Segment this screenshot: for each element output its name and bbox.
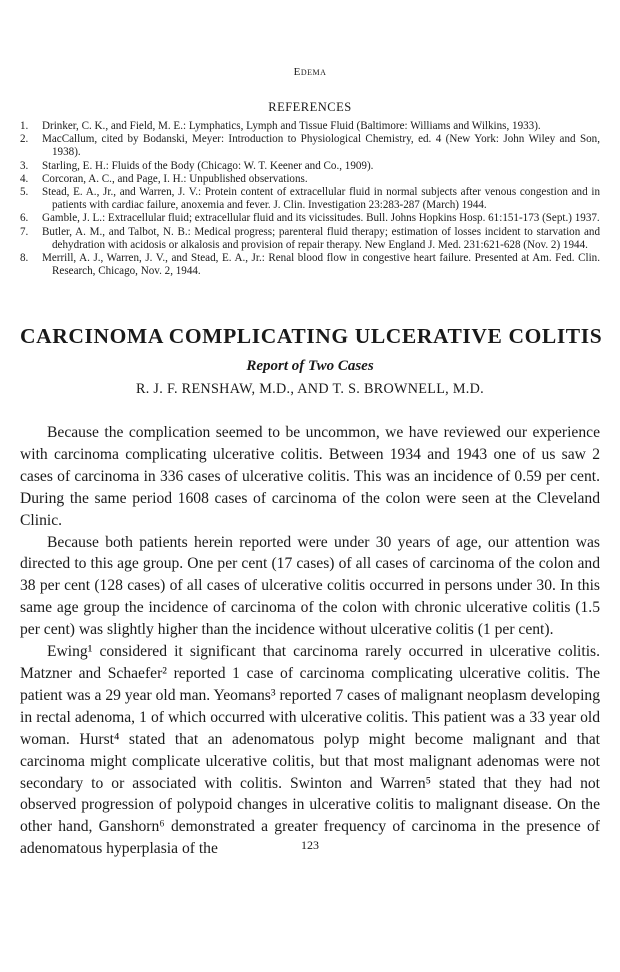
body-paragraph: Because both patients herein reported were under 30 years of age, our attention was directed to this age group. One per cent (17 cases) of all cases of carcinoma of the colon and 38 per cent (128 cases) of all cases of ulcerative colitis occurred in persons under 30. In this same age group the incidence of carcinoma of the colon with chronic ulcerative colitis (1.5 per cent) was slightly higher than the incidence without ulcerative colitis (1 per cent). (20, 533, 600, 639)
body-paragraph: Ewing¹ considered it significant that carcinoma rarely occurred in ulcerative colitis. Matzner and Schaefer² reported 1 case of carcinoma complicating ulcerative colitis. The patient was a 29 year old man. Yeomans³ reported 7 cases of malignant neoplasm developing in rectal adenoma, 1 of which occurred with ulcerative colitis. This patient was a 33 year old woman. Hurst⁴ stated that an adenomatous polyp might become malignant and that carcinoma might complicate ulcerative colitis, but that most malignant adenomas were not secondary to or associated with colitis. Swinton and Warren⁵ stated that they had not observed progression of polypoid changes in ulcerative colitis to malignant disease. On the other hand, Ganshorn⁶ demonstrated a greater frequency of carcinoma in the presence of adenomatous hyperplasia of the (20, 643, 600, 858)
reference-item: 8. Merrill, A. J., Warren, J. V., and Stead, E. A., Jr.: Renal blood flow in congestive heart failure. Presented at Am. Fed. Clin. Research, Chicago, Nov. 2, 1944. (20, 252, 600, 278)
reference-item: 6. Gamble, J. L.: Extracellular fluid; extracellular fluid and its vicissitudes. Bull. Johns Hopkins Hosp. 61:151-173 (Sept.) 1937. (20, 212, 600, 225)
article-body (20, 422, 600, 860)
reference-item: 3. Starling, E. H.: Fluids of the Body (Chicago: W. T. Keener and Co., 1909). (20, 159, 374, 172)
references-list (20, 120, 600, 278)
reference-item: 5. Stead, E. A., Jr., and Warren, J. V.: Protein content of extracellular fluid in normal subjects after venous congestion and in patients with cardiac failure, anoxemia and fever. J. Clin. Investigation 23:283-287 (March) 1944. (20, 186, 600, 212)
reference-item: 1. Drinker, C. K., and Field, M. E.: Lymphatics, Lymph and Tissue Fluid (Baltimore: Williams and Wilkins, 1933). (20, 120, 541, 132)
article-authors: R. J. F. RENSHAW, M.D., AND T. S. BROWNELL, M.D. (135, 381, 485, 397)
article-subtitle: Report of Two Cases (246, 358, 374, 374)
reference-item: 2. MacCallum, cited by Bodanski, Meyer: Introduction to Physiological Chemistry, ed. 4 (New York: John Wiley and Son, 1938). (20, 133, 600, 159)
reference-item: 4. Corcoran, A. C., and Page, I. H.: Unpublished observations. (20, 172, 308, 185)
body-paragraph: Because the complication seemed to be uncommon, we have reviewed our experience with carcinoma complicating ulcerative colitis. Between 1934 and 1943 one of us saw 2 cases of carcinoma in 336 cases of ulcerative colitis. This was an incidence of 0.59 per cent. During the same period 1608 cases of carcinoma of the colon were seen at the Cleveland Clinic. (20, 424, 600, 529)
page-number: 123 (301, 838, 319, 852)
reference-item: 7. Butler, A. M., and Talbot, N. B.: Medical progress; parenteral fluid therapy; estimation of losses incident to starvation and dehydration with acidosis or alkalosis and provision of repair therapy. New England J. Med. 231:621-628 (Nov. 2) 1944. (20, 225, 600, 251)
references-heading: REFERENCES (268, 100, 352, 114)
running-head: Edema (293, 66, 327, 78)
article-title: CARCINOMA COMPLICATING ULCERATIVE COLITIS (20, 324, 603, 348)
